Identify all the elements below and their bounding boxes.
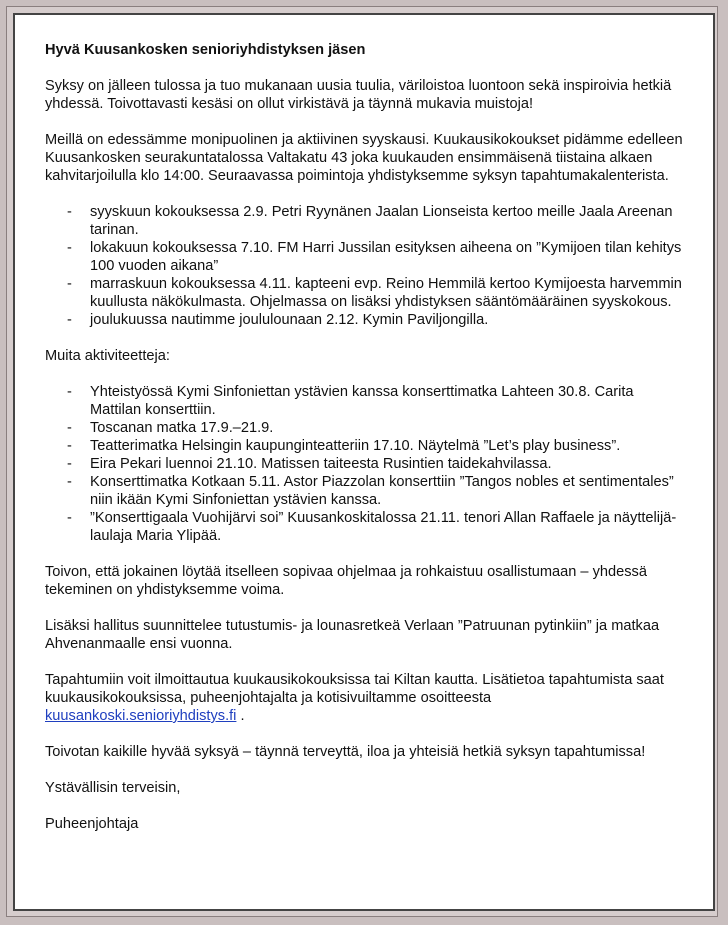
list-dash: - [67, 276, 72, 292]
list-item-text: syyskuun kokouksessa 2.9. Petri Ryynänen Jaalan Lionseista kertoo meille Jaala Areenan tarinan. [90, 204, 673, 238]
list-dash: - [67, 420, 72, 436]
hope-paragraph: Toivon, että jokainen löytää itselleen sopivaa ohjelmaa ja rohkaistuu osallistumaan – yhdessä tekeminen on yhdistyksemme voima. [45, 564, 647, 598]
list-dash: - [67, 474, 72, 490]
closing-greeting: Ystävällisin terveisin, [45, 780, 181, 796]
other-activities-title: Muita aktiviteetteja: [45, 348, 170, 364]
list-item [45, 275, 683, 311]
list-dash: - [67, 438, 72, 454]
list-item [45, 419, 683, 437]
list-item-text: Konserttimatka Kotkaan 5.11. Astor Piazzolan konserttiin ”Tangos nobles et sentimentales” niin ikään Kymi Sinfoniettan ystävien kanssa. [90, 474, 674, 508]
list-dash: - [67, 240, 72, 256]
list-item [45, 239, 683, 275]
list-item [45, 509, 683, 545]
signup-text: Tapahtumiin voit ilmoittautua kuukausikokouksissa tai Kiltan kautta. Lisätietoa tapahtumista saat kuukausikokouksissa, puheenjohtajalta ja kotisivuiltamme osoitteesta [45, 672, 664, 706]
list-item [45, 473, 683, 509]
list-item-text: marraskuun kokouksessa 4.11. kapteeni evp. Reino Hemmilä kertoo Kymijoesta harvemmin kuullusta näkökulmasta. Ohjelmassa on lisäksi yhdistyksen sääntömääräinen syyskokous. [90, 276, 682, 310]
list-item [45, 383, 683, 419]
list-dash: - [67, 312, 72, 328]
list-item-text: joulukuussa nautimme joululounaan 2.12. Kymin Paviljongilla. [90, 312, 489, 328]
signup-paragraph [45, 671, 683, 725]
list-item [45, 311, 683, 329]
activities-list [45, 383, 683, 545]
letter-heading: Hyvä Kuusankosken senioriyhdistyksen jäsen [45, 42, 366, 58]
signature: Puheenjohtaja [45, 816, 139, 832]
list-item [45, 203, 683, 239]
list-item-text: ”Konserttigaala Vuohijärvi soi” Kuusankoskitalossa 21.11. tenori Allan Raffaele ja näyttelijä-laulaja Maria Ylipää. [90, 510, 677, 544]
list-dash: - [67, 204, 72, 220]
list-item-text: Eira Pekari luennoi 21.10. Matissen taiteesta Rusintien taidekahvilassa. [90, 456, 552, 472]
letter-page [13, 13, 715, 911]
list-dash: - [67, 384, 72, 400]
website-link[interactable]: kuusankoski.senioriyhdistys.fi [45, 708, 237, 724]
season-paragraph: Meillä on edessämme monipuolinen ja aktiivinen syyskausi. Kuukausikokoukset pidämme edelleen Kuusankosken seurakuntatalossa Valtakatu 43 joka kuukauden ensimmäisenä tiistaina alkaen kahvitarjoilulla klo 14:00. Seuraavassa poimintoja yhdistyksemme syksyn tapahtumakalenterista. [45, 132, 683, 184]
list-dash: - [67, 510, 72, 526]
signup-end: . [236, 708, 245, 724]
list-item-text: Toscanan matka 17.9.–21.9. [90, 420, 274, 436]
intro-paragraph: Syksy on jälleen tulossa ja tuo mukanaan uusia tuulia, väriloistoa luontoon sekä inspiroivia hetkiä yhdessä. Toivottavasti kesäsi on ollut virkistävä ja täynnä mukavia muistoja! [45, 78, 672, 112]
board-paragraph: Lisäksi hallitus suunnittelee tutustumis- ja lounasretkeä Verlaan ”Patruunan pytinkiin” ja matkaa Ahvenanmaalle ensi vuonna. [45, 618, 660, 652]
wishes-paragraph: Toivotan kaikille hyvää syksyä – täynnä terveyttä, iloa ja yhteisiä hetkiä syksyn tapahtumissa! [45, 744, 646, 760]
list-dash: - [67, 456, 72, 472]
list-item [45, 437, 683, 455]
list-item-text: Yhteistyössä Kymi Sinfoniettan ystävien kanssa konserttimatka Lahteen 30.8. Carita Mattilan konserttiin. [90, 384, 634, 418]
list-item-text: lokakuun kokouksessa 7.10. FM Harri Jussilan esityksen aiheena on ”Kymijoen tilan kehitys 100 vuoden aikana” [90, 240, 682, 274]
list-item-text: Teatterimatka Helsingin kaupunginteatteriin 17.10. Näytelmä ”Let’s play business”. [90, 438, 621, 454]
list-item [45, 455, 683, 473]
meetings-list [45, 203, 683, 329]
